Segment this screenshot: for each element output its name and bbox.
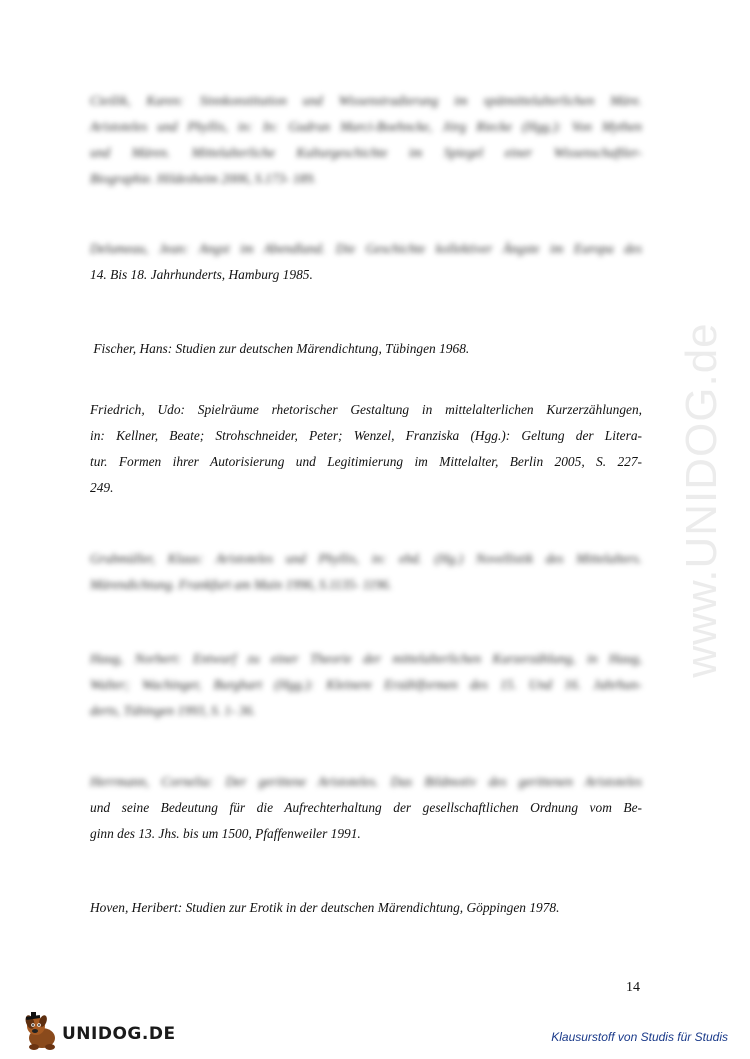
footer-slogan: Klausurstoff von Studis für Studis bbox=[551, 1030, 728, 1044]
page-number: 14 bbox=[626, 980, 640, 995]
entry-line: und seine Bedeutung für die Aufrechterhaltung der gesellschaftlichen Ordnung vom Be- bbox=[90, 800, 642, 815]
entry-line: Walter; Wachinger, Burghart (Hgg.): Kleinere Erzählformen des 15. Und 16. Jahrhun- bbox=[90, 677, 642, 692]
entry-line: Märendichtung. Frankfurt am Main 1996, S.1135- 1196. bbox=[90, 577, 392, 592]
logo-text: UNIDOG.DE bbox=[62, 1024, 176, 1044]
bibliography-entry bbox=[90, 769, 642, 847]
entry-line: ginn des 13. Jhs. bis um 1500, Pfaffenweiler 1991. bbox=[90, 826, 361, 841]
dog-mascot-icon bbox=[22, 1012, 66, 1052]
unidog-logo bbox=[22, 1012, 176, 1052]
entry-line: in: Kellner, Beate; Strohschneider, Peter; Wenzel, Franziska (Hgg.): Geltung der Litera- bbox=[90, 428, 642, 443]
entry-line: 14. Bis 18. Jahrhunderts, Hamburg 1985. bbox=[90, 267, 313, 282]
entry-line: Aristoteles und Phyllis, in: In: Gudrun Marci-Boehncke, Jörg Riecke (Hgg.): Von Mythen bbox=[90, 119, 642, 134]
bibliography-entry bbox=[90, 546, 642, 598]
entry-line: tur. Formen ihrer Autorisierung und Legitimierung im Mittelalter, Berlin 2005, S. 227- bbox=[90, 454, 642, 469]
entry-line: Herrmann, Cornelia: Der gerittene Aristoteles. Das Bildmotiv des gerittenen Aristoteles bbox=[90, 774, 642, 789]
entry-line: Haug, Norbert: Entwurf zu einer Theorie der mittelalterlichen Kurzerzählung, in Haug, bbox=[90, 651, 642, 666]
bibliography-entry bbox=[90, 646, 642, 724]
bibliography-entry bbox=[90, 895, 642, 921]
entry-line: Grubmüller, Klaus: Aristoteles und Phyllis, in: ebd. (Hg.) Novellistik des Mittelalters. bbox=[90, 551, 642, 566]
entry-line: 249. bbox=[90, 480, 114, 495]
entry-line: Delumeau, Jean: Angst im Abendland. Die Geschichte kollektiver Ängste im Europa des bbox=[90, 241, 642, 256]
entry-line: Friedrich, Udo: Spielräume rhetorischer Gestaltung in mittelalterlichen Kurzerzählungen, bbox=[90, 402, 642, 417]
entry-line: Hoven, Heribert: Studien zur Erotik in der deutschen Märendichtung, Göppingen 1978. bbox=[90, 900, 560, 915]
entry-line: und Mären. Mittelalterliche Kulturgeschichte im Spiegel einer Wissenschaftler- bbox=[90, 145, 642, 160]
entry-line: Biographie. Hildesheim 2006, S.173- 189. bbox=[90, 171, 317, 186]
watermark-text: www.UNIDOG.de bbox=[677, 322, 726, 678]
bibliography-entry bbox=[90, 336, 642, 362]
entry-line: Fischer, Hans: Studien zur deutschen Märendichtung, Tübingen 1968. bbox=[90, 341, 470, 356]
bibliography-entry bbox=[90, 236, 642, 288]
entry-line: Cieślik, Karen: Sinnkonstitution und Wissenstradierung im spätmittelalterlichen Märe. bbox=[90, 93, 642, 108]
bibliography-entry bbox=[90, 88, 642, 192]
entry-line: derts, Tübingen 1993, S. 1- 36. bbox=[90, 703, 256, 718]
bibliography-entry bbox=[90, 397, 642, 501]
